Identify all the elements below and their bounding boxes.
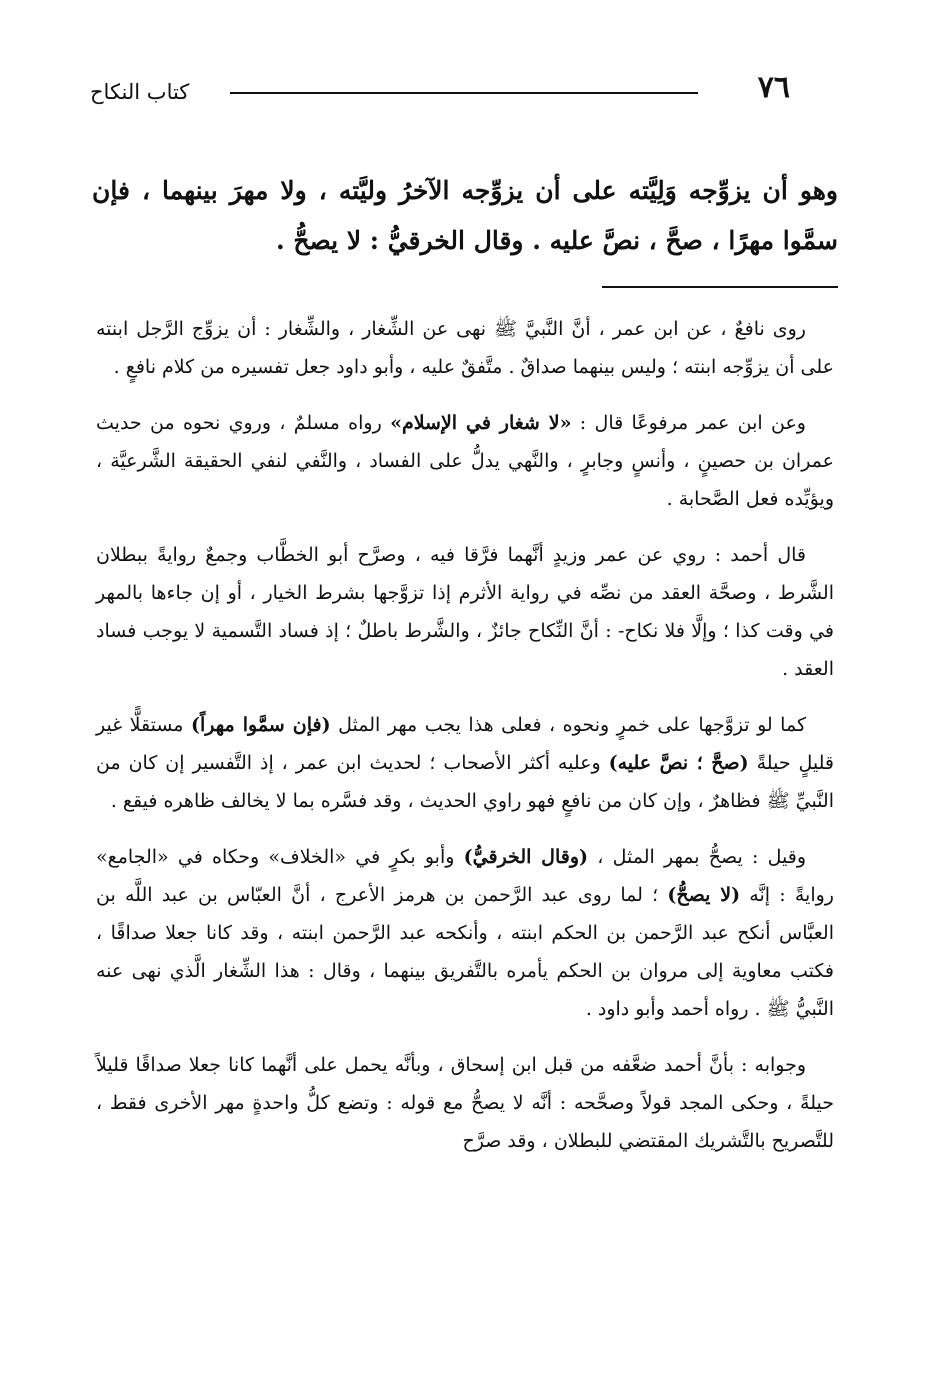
paragraph-5-text-e: ؛ لما روى عبد الرَّحمن بن هرمز الأعرج ، أنَّ العبّاس بن عبد اللَّه بن العبَّاس أنكح عبد الرَّحمن بن الحكم ابنته ، وأنكحه عبد الرَّحمن ابنته ، وقد كانا جعلا صداقًا ، فكتب معاوية إلى مروان بن الحكم يأمره بالتَّفريق بينهما ، وقال : هذا الشِّغار الَّذي نهى عنه النَّبيُّ ﷺ . رواه أحمد وأبو داود . bbox=[96, 884, 834, 1020]
header-rule bbox=[230, 92, 698, 94]
paragraph-2-text-c: رواه مسلمٌ ، وروي نحوه من حديث عمران بن حصينٍ ، وأنسٍ وجابرٍ ، والنَّهي يدلُّ على الفساد ، والنَّفي لنفي الحقيقة الشَّرعيَّة ، ويؤيِّده فعل الصَّحابة . bbox=[96, 412, 834, 510]
page-number: ٧٦ bbox=[757, 70, 790, 105]
main-text: وهو أن يزوِّجه وَلِيَّته على أن يزوِّجه الآخرُ وليَّته ، ولا مهرَ بينهما ، فإن سمَّوا مهرًا ، صحَّ ، نصَّ عليه . وقال الخرقيُّ : لا يصحُّ . bbox=[92, 176, 838, 255]
paragraph-4-text-a: كما لو تزوَّجها على خمرٍ ونحوه ، فعلى هذا يجب مهر المثل bbox=[330, 714, 807, 736]
commentary-paragraph-6: وجوابه : بأنَّ أحمد ضعَّفه من قبل ابن إسحاق ، وبأنَّه يحمل على أنَّهما كانا جعلا صداقًا قليلاً حيلةً ، وحكى المجد قولاً وصحَّحه : أنَّه لا يصحُّ مع قوله : وتضع كلُّ واحدةٍ مهر الأخرى فقط ، للتَّصريح بالتَّشريك المقتضي للبطلان ، وقد صرَّح bbox=[96, 1054, 834, 1152]
paragraph-5-text-a: وقيل : يصحُّ بمهر المثل ، bbox=[588, 846, 806, 868]
commentary-paragraph-2 bbox=[96, 404, 834, 518]
commentary-paragraph-3: قال أحمد : روي عن عمر وزيدٍ أنَّهما فرَّقا فيه ، وصرَّح أبو الخطَّاب وجمعٌ روايةً ببطلان الشَّرط ، وصحَّة العقد من نصِّه في رواية الأثرم إذا تزوَّجها بشرط الخيار ، أو إن جاءها بالمهر في وقت كذا ؛ وإلَّا فلا نكاح- : أنَّ النِّكاح جائزٌ ، والشَّرط باطلٌ ؛ إذ فساد التَّسمية لا يوجب فساد العقد . bbox=[96, 544, 834, 680]
paragraph-4-text-c: مستقلًّا غير قليلٍ حيلةً bbox=[96, 714, 834, 774]
commentary-paragraph-1: روى نافعٌ ، عن ابن عمر ، أنَّ النَّبيَّ ﷺ نهى عن الشِّغار ، والشِّغار : أن يزوِّج الرَّجل ابنته على أن يزوِّجه ابنته ؛ وليس بينهما صداقٌ . متَّفقٌ عليه ، وأبو داود جعل تفسيره من كلام نافعٍ . bbox=[96, 318, 834, 378]
page-header bbox=[90, 70, 790, 110]
commentary-paragraph-4 bbox=[96, 706, 834, 820]
commentary bbox=[96, 310, 834, 1178]
paragraph-4-text-e: وعليه أكثر الأصحاب ؛ لحديث ابن عمر ، إذ التَّفسير إن كان من النَّبيِّ ﷺ فظاهرٌ ، وإن كان من نافعٍ فهو راوي الحديث ، وقد فسَّره بما لا يخالف ظاهره فيقع . bbox=[96, 752, 834, 812]
paragraph-2-quote: «لا شغار في الإسلام» bbox=[390, 412, 572, 434]
paragraph-4-bold-d: (صحَّ ؛ نصَّ عليه) bbox=[608, 752, 749, 774]
paragraph-5-bold-d: (لا يصحُّ) bbox=[667, 884, 741, 906]
footnote-divider bbox=[602, 286, 838, 288]
paragraph-5-text-c: وأبو بكرٍ في «الخلاف» وحكاه في «الجامع» روايةً : إنَّه bbox=[96, 846, 834, 906]
paragraph-2-text-a: وعن ابن عمر مرفوعًا قال : bbox=[571, 412, 806, 434]
commentary-paragraph-5 bbox=[96, 838, 834, 1028]
paragraph-5-bold-b: (وقال الخرقيُّ) bbox=[463, 846, 589, 868]
book-title: كتاب النكاح bbox=[90, 80, 190, 104]
paragraph-4-bold-b: (فإن سمَّوا مهراً) bbox=[190, 714, 331, 736]
